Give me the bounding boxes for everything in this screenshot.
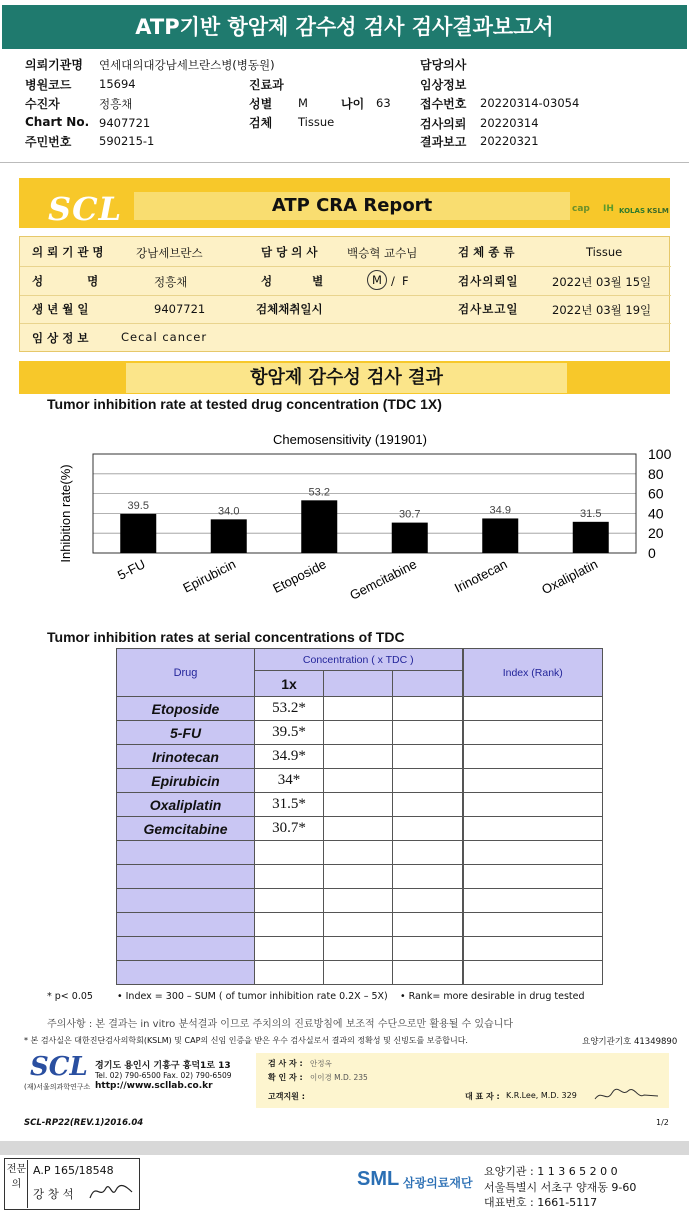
recipient-value: 정흥채 — [99, 97, 133, 111]
chart-no-label: Chart No. — [25, 115, 90, 129]
rt-spec-label: 검체종류 — [458, 245, 519, 259]
age-label: 나이 — [341, 97, 365, 111]
drug-name — [117, 889, 255, 913]
pathologist-name: 강 창 석 — [33, 1187, 74, 1201]
recipient-label: 수진자 — [25, 97, 60, 111]
drug-name: Epirubicin — [117, 769, 255, 793]
rt-dob-label: 생년월일 — [32, 302, 93, 316]
rt-rep-label: 검사보고일 — [458, 302, 519, 316]
institution-value: 연세대의대강남세브란스병(병동원) — [99, 58, 275, 72]
specimen-label: 검체 — [249, 116, 273, 130]
report-header-title: ATP기반 항암제 감수성 검사 검사결과보고서 — [2, 5, 687, 49]
table-row — [117, 721, 603, 745]
value-1x — [255, 961, 324, 985]
rt-clin-label: 임상정보 — [32, 331, 93, 345]
scl-footer-logo: SCL — [30, 1052, 88, 1082]
cap-logo: cap — [572, 204, 590, 214]
kolas-logo: KOLAS — [619, 207, 645, 215]
table-title: Tumor inhibition rates at serial concentrations of TDC — [47, 629, 405, 645]
chart-no-value: 9407721 — [99, 116, 151, 130]
data-label: 53.2 — [308, 486, 330, 499]
value-1x: 34.9* — [255, 745, 324, 769]
rep-label: 대 표 자 : — [465, 1092, 500, 1101]
id-label: 주민번호 — [25, 135, 72, 149]
rt-doc-value: 백승혁 교수님 — [347, 246, 418, 260]
x-tick-label: 5-FU — [115, 556, 148, 583]
rt-sex-m-circled: M — [367, 270, 387, 290]
x-tick-label: Epirubicin — [180, 556, 239, 596]
value-1x — [255, 841, 324, 865]
table-row — [117, 937, 603, 961]
chart-subtitle: Tumor inhibition rate at tested drug concentration (TDC 1X) — [47, 396, 442, 412]
divider — [0, 162, 689, 163]
rt-collect-label: 검체채취일시 — [256, 302, 323, 316]
x-tick-label: Oxaliplatin — [539, 556, 601, 598]
value-1x — [255, 865, 324, 889]
id-value: 590215-1 — [99, 134, 155, 148]
request-date: 20220314 — [480, 116, 539, 130]
table-row — [117, 745, 603, 769]
sml-tel: 대표번호 : 1661-5117 — [484, 1196, 598, 1209]
value-1x: 53.2* — [255, 697, 324, 721]
footnote-p: * p< 0.05 — [47, 991, 93, 1002]
concentration-header: Concentration ( x TDC ) — [255, 649, 463, 671]
page-number: 1/2 — [656, 1118, 669, 1127]
drug-concentration-table — [116, 648, 603, 985]
rt-rep-value: 2022년 03월 19일 — [552, 303, 652, 317]
rt-clin-value: Cecal cancer — [121, 330, 208, 344]
scl-tel: Tel. 02) 790-6500 Fax. 02) 790-6509 — [95, 1071, 232, 1080]
pathologist-signature-icon — [86, 1180, 136, 1204]
accession-value: 20220314-03054 — [480, 96, 580, 110]
table-row — [117, 889, 603, 913]
scl-name: (재)서울의과학연구소 — [24, 1083, 91, 1091]
data-label: 34.9 — [489, 504, 511, 517]
index-header: Index (Rank) — [463, 649, 603, 697]
rt-inst-label: 의뢰기관명 — [32, 245, 108, 259]
rt-doc-label: 담당의사 — [261, 245, 322, 259]
sml-logo: SML — [357, 1168, 400, 1190]
value-1x: 34* — [255, 769, 324, 793]
drug-header: Drug — [117, 649, 255, 697]
report-title: ATP CRA Report — [134, 192, 570, 220]
age-value: 63 — [376, 96, 391, 110]
rt-spec-value: Tissue — [586, 245, 623, 259]
rt-name-value: 정흥채 — [154, 275, 188, 289]
dept-label: 진료과 — [249, 78, 284, 92]
page-gap — [0, 1141, 689, 1155]
sml-address: 서울특별시 서초구 양재동 9-60 — [484, 1181, 637, 1194]
rt-inst-value: 강남세브란스 — [136, 246, 203, 260]
drug-name — [117, 865, 255, 889]
institution-label: 의뢰기관명 — [25, 58, 83, 72]
table-row — [117, 817, 603, 841]
value-1x: 30.7* — [255, 817, 324, 841]
table-row — [117, 865, 603, 889]
kslm-logo: KSLM — [647, 207, 669, 215]
value-1x — [255, 889, 324, 913]
value-1x: 31.5* — [255, 793, 324, 817]
bar-gemcitabine — [392, 523, 428, 553]
table-row — [117, 961, 603, 985]
table-row — [117, 913, 603, 937]
bar-irinotecan — [482, 518, 518, 553]
specimen-value: Tissue — [298, 115, 335, 129]
hospital-code-label: 병원코드 — [25, 78, 72, 92]
sex-label: 성별 — [249, 97, 273, 111]
tester-label: 검 사 자 : — [268, 1059, 303, 1068]
confirm-label: 확 인 자 : — [268, 1073, 303, 1082]
y-tick-label: 100 — [648, 446, 672, 462]
y-tick-label: 40 — [648, 505, 664, 522]
report-label: 결과보고 — [420, 135, 467, 149]
col-1x: 1x — [255, 671, 324, 697]
drug-name: Etoposide — [117, 697, 255, 721]
data-label: 34.0 — [218, 505, 240, 518]
table-row — [117, 841, 603, 865]
chemosensitivity-chart — [0, 420, 689, 620]
data-label: 30.7 — [399, 508, 421, 521]
sml-code: 요양기관 : 1 1 3 6 5 2 0 0 — [484, 1165, 618, 1178]
tester-value: 안정옥 — [310, 1059, 332, 1068]
drug-name: 5-FU — [117, 721, 255, 745]
x-tick-label: Gemcitabine — [347, 556, 420, 603]
scl-address: 경기도 용인시 기흥구 흥덕1로 13 — [95, 1061, 231, 1071]
drug-name: Oxaliplatin — [117, 793, 255, 817]
bar-5-fu — [120, 514, 156, 553]
x-tick-label: Irinotecan — [451, 556, 510, 596]
rt-req-value: 2022년 03월 15일 — [552, 275, 652, 289]
sex-value: M — [298, 96, 308, 110]
scl-web[interactable]: http://www.scllab.co.kr — [95, 1081, 213, 1091]
request-label: 검사의뢰 — [420, 117, 467, 131]
chart-title: Chemosensitivity (191901) — [273, 432, 427, 447]
support-label: 고객지원 : — [268, 1092, 305, 1101]
rt-sex-f: F — [402, 274, 409, 288]
rt-name-label: 성명 — [32, 274, 143, 288]
rt-req-label: 검사의뢰일 — [458, 274, 519, 288]
sml-name: 삼광의료재단 — [403, 1176, 473, 1190]
plot-frame — [93, 454, 636, 553]
bar-oxaliplatin — [573, 522, 609, 553]
table-row — [117, 769, 603, 793]
table-row — [117, 793, 603, 817]
bar-epirubicin — [211, 519, 247, 553]
drug-name — [117, 913, 255, 937]
footnote-index: • Index = 300 – SUM ( of tumor inhibition rate 0.2X – 5X) — [117, 991, 388, 1002]
results-title: 항암제 감수성 검사 결과 — [126, 363, 567, 393]
patient-info-block — [0, 52, 689, 152]
ap-number: A.P 165/18548 — [33, 1164, 114, 1177]
specialist-label: 전문의 — [6, 1160, 28, 1208]
rt-sex-label: 성별 — [261, 274, 364, 288]
y-tick-label: 20 — [648, 525, 664, 542]
value-1x — [255, 913, 324, 937]
cert-note: * 본 검사실은 대한진단검사의학회(KSLM) 및 CAP의 신임 인증을 받은 우수 검사실로서 결과의 정확성 및 신빙도를 보증합니다. — [24, 1036, 468, 1045]
rep-signature-icon — [592, 1085, 662, 1105]
value-1x: 39.5* — [255, 721, 324, 745]
confirm-value: 이이경 M.D. 235 — [310, 1073, 368, 1082]
accession-label: 접수번호 — [420, 97, 467, 111]
drug-name — [117, 841, 255, 865]
doctor-label: 담당의사 — [420, 58, 467, 72]
institution-code: 요양기관기호 41349890 — [582, 1037, 678, 1047]
drug-name — [117, 961, 255, 985]
hospital-code-value: 15694 — [99, 77, 136, 91]
value-1x — [255, 937, 324, 961]
rt-dob-value: 9407721 — [154, 302, 206, 316]
rt-sex-sep: / — [391, 274, 395, 288]
rep-value: K.R.Lee, M.D. 329 — [506, 1091, 577, 1100]
bar-etoposide — [301, 500, 337, 553]
clinical-label: 임상정보 — [420, 78, 467, 92]
drug-name: Gemcitabine — [117, 817, 255, 841]
y-tick-label: 60 — [648, 485, 664, 502]
scl-logo: SCL — [48, 190, 123, 228]
data-label: 31.5 — [580, 507, 602, 520]
ih-logo: IH — [603, 204, 614, 214]
y-axis-label: Inhibition rate(%) — [58, 464, 73, 563]
y-tick-label: 0 — [648, 545, 656, 561]
y-tick-label: 80 — [648, 465, 664, 482]
data-label: 39.5 — [127, 499, 149, 512]
report-date: 20220321 — [480, 134, 539, 148]
form-number: SCL-RP22(REV.1)2016.04 — [24, 1118, 144, 1128]
x-tick-label: Etoposide — [270, 556, 329, 596]
drug-name — [117, 937, 255, 961]
table-row — [117, 697, 603, 721]
patient-report-table — [19, 236, 670, 352]
caution-note: 주의사항 : 본 결과는 in vitro 분석결과 이므로 주치의의 진료방침에 보조적 수단으로만 활용될 수 있습니다 — [47, 1019, 514, 1030]
drug-name: Irinotecan — [117, 745, 255, 769]
footnote-rank: • Rank= more desirable in drug tested — [400, 991, 585, 1002]
